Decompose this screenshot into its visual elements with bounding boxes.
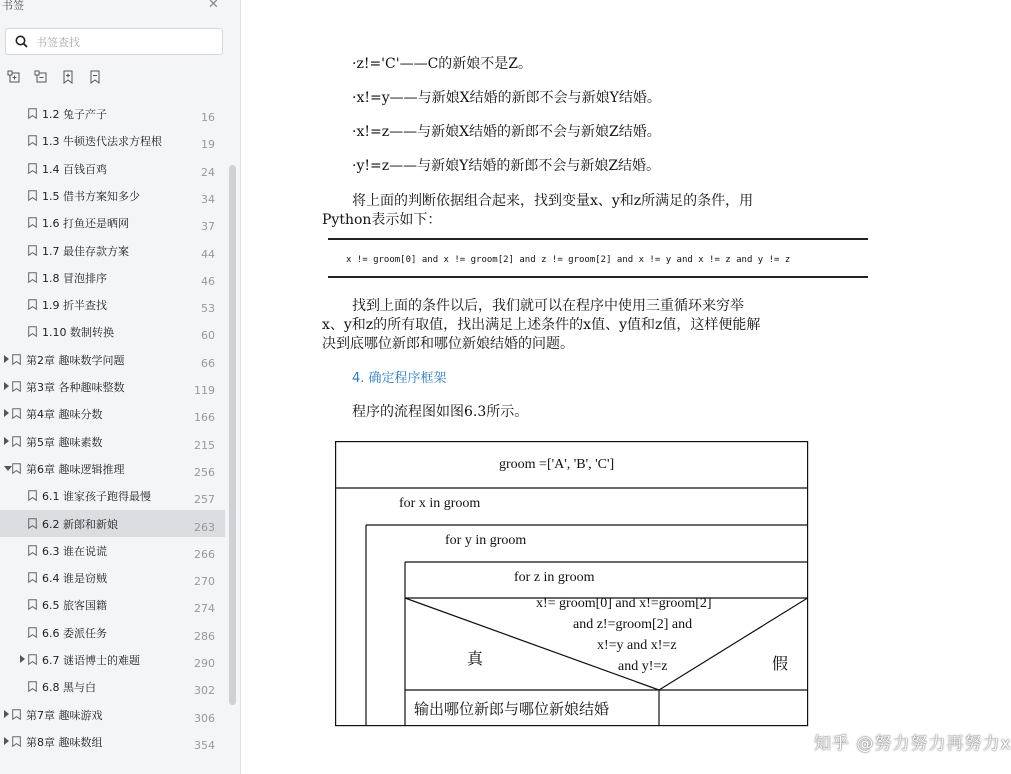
bookmark-label: 第6章 趣味逻辑推理: [26, 462, 125, 476]
bookmark-icon: [28, 245, 37, 256]
bookmark-item[interactable]: [0, 346, 225, 373]
flow-init: groom =['A', 'B', 'C']: [499, 457, 615, 472]
bookmark-page-number: 263: [194, 520, 215, 534]
flow-condition-2: and z!=groom[2] and: [573, 617, 693, 632]
bookmark-panel: [0, 0, 241, 774]
paragraph-1-line-1: 将上面的判断依据组合起来，找到变量x、y和z所满足的条件，用: [352, 193, 754, 209]
bookmark-label: 1.8 冒泡排序: [42, 271, 107, 285]
bookmark-icon: [12, 436, 21, 447]
code-block: [328, 238, 868, 278]
bookmark-page-number: 119: [194, 384, 215, 397]
bookmark-icon: [28, 217, 37, 228]
bookmark-icon: [12, 381, 21, 392]
bookmark-label: 1.10 数制转换: [42, 326, 114, 340]
bookmark-search-input[interactable]: [36, 33, 216, 51]
bookmark-icon: [28, 135, 37, 146]
paragraph-2-line-2: x、y和z的所有取值，找出满足上述条件的x值、y值和z值，这样便能解: [322, 317, 761, 333]
bookmark-item[interactable]: [0, 182, 225, 209]
bookmark-page-number: 215: [194, 438, 215, 452]
paragraph-1-line-2: Python表示如下：: [322, 212, 442, 228]
bookmark-page-number: 24: [201, 165, 215, 179]
bookmark-item[interactable]: [0, 646, 225, 673]
flow-output: 输出哪位新郎与哪位新娘结婚: [414, 702, 610, 718]
bookmark-icon: [28, 108, 37, 119]
expand-arrow-right-icon[interactable]: [4, 382, 9, 390]
bookmark-page-number: 270: [194, 575, 215, 589]
bookmark-label: 1.4 百钱百鸡: [42, 162, 107, 176]
bookmark-page-number: 256: [194, 465, 215, 479]
bookmark-page-number: 274: [194, 602, 215, 616]
bookmark-page-number: 354: [194, 738, 215, 752]
bookmark-page-number: 286: [194, 629, 215, 643]
bookmark-page-number: 266: [194, 547, 215, 561]
add-bookmark-icon[interactable]: [61, 70, 75, 84]
bookmark-item[interactable]: [0, 428, 225, 455]
bookmark-label: 1.2 兔子产子: [42, 108, 107, 121]
bookmark-icon: [28, 545, 37, 556]
bookmark-icon: [12, 463, 21, 474]
bookmark-icon: [12, 354, 21, 365]
expand-arrow-down-icon[interactable]: [4, 466, 12, 471]
bookmark-item[interactable]: [0, 209, 225, 236]
bookmark-icon: [28, 681, 37, 692]
bookmark-page-number: 44: [201, 247, 215, 261]
bookmark-panel-header: [0, 0, 240, 16]
bookmark-icon: [28, 490, 37, 501]
expand-arrow-right-icon[interactable]: [4, 409, 9, 417]
bookmark-page-number: 16: [201, 111, 215, 124]
bookmark-label: 6.7 谜语博士的难题: [42, 654, 140, 667]
watermark-text: 知乎 @努力努力再努力x: [814, 734, 1011, 754]
condition-line-1: ·z!='C'——C的新娘不是Z。: [352, 56, 533, 72]
condition-line-2: ·x!=y——与新娘X结婚的新郎不会与新娘Y结婚。: [352, 90, 661, 106]
bookmark-item[interactable]: [0, 291, 225, 318]
bookmark-item[interactable]: [0, 264, 225, 291]
bookmark-page-number: 46: [201, 274, 215, 288]
expand-arrow-right-icon[interactable]: [4, 710, 9, 718]
bookmark-item[interactable]: [0, 701, 225, 728]
bookmark-item[interactable]: [0, 237, 225, 264]
bookmark-item[interactable]: [0, 155, 225, 182]
bookmark-item[interactable]: [0, 100, 225, 127]
bookmark-page-number: 302: [194, 684, 215, 698]
bookmark-label: 6.6 委派任务: [42, 626, 107, 640]
bookmark-item[interactable]: [0, 455, 225, 482]
bookmark-item[interactable]: [0, 373, 225, 400]
condition-line-4: ·y!=z——与新娘Y结婚的新郎不会与新娘Z结婚。: [352, 158, 661, 174]
bookmark-page-number: 19: [201, 138, 215, 152]
bookmark-page-number: 306: [194, 711, 215, 725]
bookmark-icon: [12, 709, 21, 720]
bookmark-icon: [28, 572, 37, 583]
bookmark-label: 1.7 最佳存款方案: [42, 244, 129, 258]
bookmark-label: 6.1 谁家孩子跑得最慢: [42, 490, 151, 504]
flow-false-label: 假: [772, 656, 789, 673]
bookmark-item[interactable]: [0, 127, 225, 154]
bookmark-page-number: 60: [201, 329, 215, 343]
bookmark-icon: [28, 654, 37, 665]
close-icon[interactable]: ✕: [208, 0, 219, 12]
bookmark-icon: [28, 326, 37, 337]
document-page: [248, 0, 1011, 774]
bookmark-icon: [28, 518, 37, 529]
bookmark-label: 第7章 趣味游戏: [26, 708, 103, 722]
bookmark-label: 第4章 趣味分数: [26, 408, 103, 422]
bookmark-item[interactable]: [0, 564, 225, 591]
bookmark-label: 1.9 折半查找: [42, 299, 107, 313]
search-icon: [15, 35, 28, 48]
collapse-all-icon[interactable]: [34, 70, 48, 84]
bookmark-icon: [28, 627, 37, 638]
bookmark-page-number: 166: [194, 411, 215, 425]
bookmark-label: 第3章 各种趣味整数: [26, 381, 125, 394]
bookmark-item[interactable]: [0, 537, 225, 564]
bookmark-item[interactable]: [0, 400, 225, 427]
flow-condition-3: x!=y and x!=z: [597, 638, 677, 653]
bookmark-page-number: 53: [201, 302, 215, 316]
bookmark-icon: [12, 408, 21, 419]
section-heading: 4. 确定程序框架: [352, 371, 447, 386]
bookmark-item[interactable]: [0, 510, 225, 537]
bookmark-label: 第5章 趣味素数: [26, 435, 103, 449]
bookmark-icon: [28, 190, 37, 201]
flow-loop-z: for z in groom: [514, 570, 595, 585]
bookmark-item[interactable]: [0, 728, 225, 755]
flow-loop-y: for y in groom: [445, 533, 527, 548]
delete-bookmark-icon[interactable]: [88, 70, 102, 84]
bookmark-label: 6.8 黑与白: [42, 681, 96, 695]
bookmark-page-number: 257: [194, 493, 215, 507]
bookmark-page-number: 66: [201, 356, 215, 370]
bookmark-label: 第8章 趣味数组: [26, 735, 103, 749]
bookmark-page-number: 290: [194, 657, 215, 670]
bookmark-label: 第2章 趣味数学问题: [26, 353, 125, 367]
bookmark-search-box[interactable]: [5, 28, 223, 55]
bookmark-icon: [12, 736, 21, 747]
bookmark-page-number: 34: [201, 192, 215, 206]
bookmark-label: 1.5 借书方案知多少: [42, 189, 140, 203]
expand-arrow-right-icon[interactable]: [4, 437, 9, 445]
bookmark-label: 6.4 谁是窃贼: [42, 572, 107, 586]
condition-line-3: ·x!=z——与新娘X结婚的新郎不会与新娘Z结婚。: [352, 124, 661, 140]
flow-true-label: 真: [467, 651, 484, 668]
bookmark-item[interactable]: [0, 619, 225, 646]
code-line: x != groom[0] and x != groom[2] and z != groom[2] and x != y and x != z and y != z: [346, 255, 791, 265]
paragraph-3: 程序的流程图如图6.3所示。: [352, 404, 529, 420]
bookmark-page-number: 37: [201, 220, 215, 234]
bookmark-label: 6.3 谁在说谎: [42, 544, 107, 558]
flow-condition-1: x!= groom[0] and x!=groom[2]: [536, 596, 712, 611]
bookmark-label: 1.3 牛顿迭代法求方程根: [42, 135, 162, 149]
bookmark-icon: [28, 299, 37, 310]
bookmark-label: 6.2 新郎和新娘: [42, 517, 118, 531]
bookmark-item[interactable]: [0, 673, 225, 700]
paragraph-2-line-1: 找到上面的条件以后，我们就可以在程序中使用三重循环来穷举: [352, 298, 744, 314]
bookmark-icon: [28, 599, 37, 610]
expand-arrow-right-icon[interactable]: [4, 355, 9, 363]
bookmark-item[interactable]: [0, 591, 225, 618]
expand-arrow-right-icon[interactable]: [4, 737, 9, 745]
flow-loop-x: for x in groom: [399, 496, 481, 511]
bookmark-panel-title: 书签: [2, 0, 24, 12]
bookmark-item[interactable]: [0, 318, 225, 345]
paragraph-2-line-3: 决到底哪位新郎和哪位新娘结婚的问题。: [322, 336, 574, 352]
bookmark-label: 1.6 打鱼还是晒网: [42, 217, 129, 231]
bookmark-label: 6.5 旅客国籍: [42, 599, 107, 613]
expand-all-icon[interactable]: [7, 70, 21, 84]
flow-condition-4: and y!=z: [618, 659, 668, 674]
sidebar-scrollbar[interactable]: [229, 165, 236, 705]
bookmark-icon: [28, 163, 37, 174]
bookmark-icon: [28, 272, 37, 283]
bookmark-item[interactable]: [0, 482, 225, 509]
expand-arrow-right-icon[interactable]: [20, 655, 25, 663]
